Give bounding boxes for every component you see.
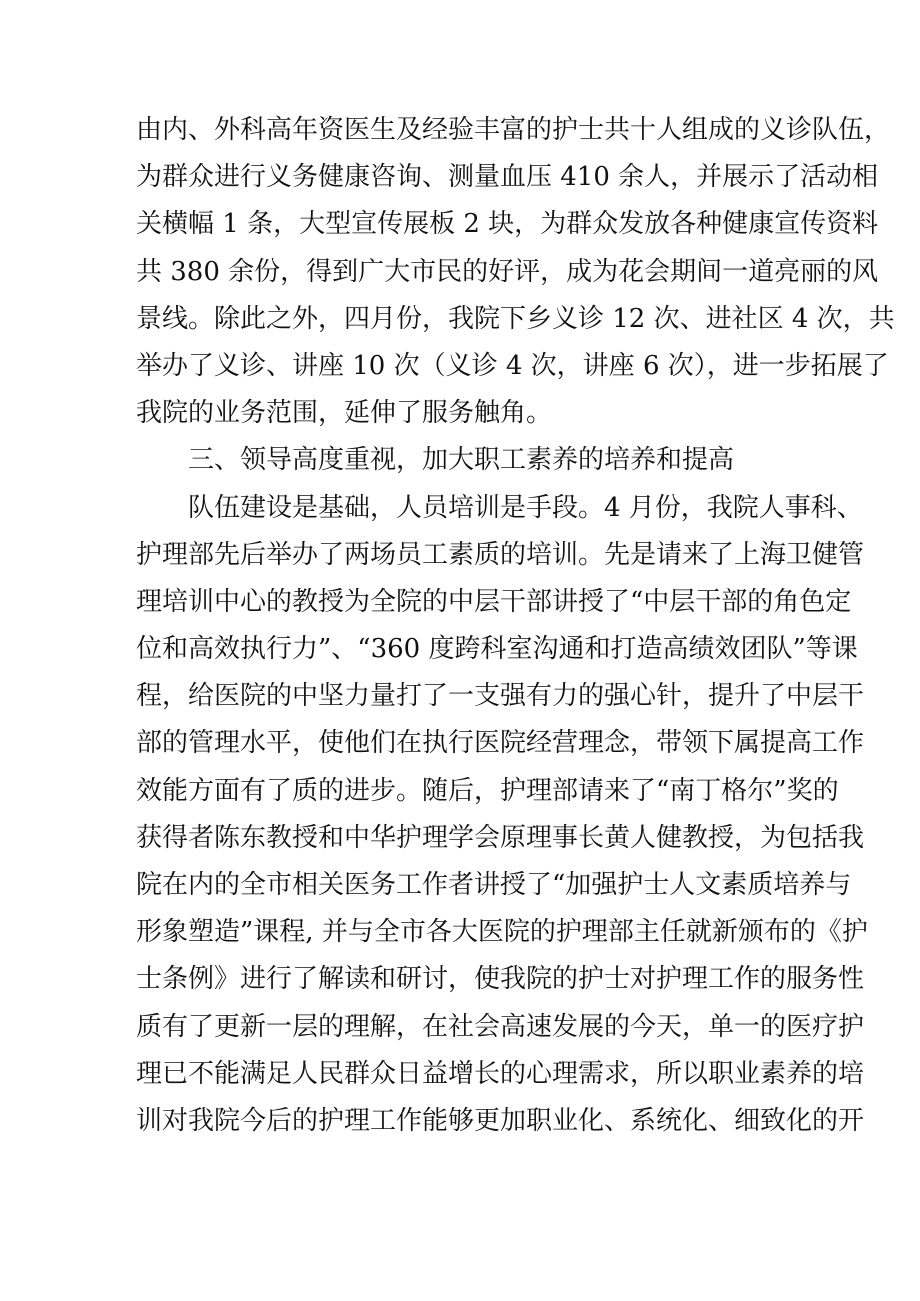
section-heading: 三、领导高度重视，加大职工素养的培养和提高 [188,445,735,476]
paragraph-2-line: 理培训中心的教授为全院的中层干部讲授了“中层干部的角色定 [136,586,852,617]
paragraph-1-line: 景线。除此之外，四月份，我院下乡义诊 12 次、进社区 4 次，共 [136,303,895,334]
paragraph-1-line: 共 380 余份，得到广大市民的好评，成为花会期间一道亮丽的风 [136,256,879,287]
paragraph-2-line: 程，给医院的中坚力量打了一支强有力的强心针，提升了中层干 [136,681,865,712]
paragraph-2-line: 获得者陈东教授和中华护理学会原理事长黄人健教授，为包括我 [136,822,865,853]
paragraph-2-line: 位和高效执行力”、“360 度跨科室沟通和打造高绩效团队”等课 [136,634,858,665]
document-body [136,107,895,1145]
paragraph-1-line: 由内、外科高年资医生及经验丰富的护士共十人组成的义诊队伍， [136,115,891,145]
paragraph-2-line: 士条例》进行了解读和研讨，使我院的护士对护理工作的服务性 [136,964,865,995]
paragraph-1-line: 举办了义诊、讲座 10 次（义诊 4 次，讲座 6 次），进一步拓展了 [136,350,889,381]
paragraph-1-line: 我院的业务范围，延伸了服务触角。 [136,398,553,429]
paragraph-2-line: 效能方面有了质的进步。随后，护理部请来了“南丁格尔”奖的 [136,775,839,806]
paragraph-1-line: 为群众进行义务健康咨询、测量血压 410 余人，并展示了活动相 [136,162,879,193]
paragraph-2-line: 部的管理水平，使他们在执行医院经营理念，带领下属提高工作 [136,728,865,759]
paragraph-2-line: 护理部先后举办了两场员工素质的培训。先是请来了上海卫健管 [136,539,865,570]
paragraph-2-line: 队伍建设是基础，人员培训是手段。4 月份，我院人事科、 [188,492,863,523]
paragraph-2-line: 质有了更新一层的理解，在社会高速发展的今天，单一的医疗护 [136,1011,865,1042]
paragraph-2-line: 理已不能满足人民群众日益增长的心理需求，所以职业素养的培 [136,1058,865,1089]
paragraph-2-line: 院在内的全市相关医务工作者讲授了“加强护士人文素质培养与 [136,870,852,900]
paragraph-2-line: 训对我院今后的护理工作能够更加职业化、系统化、细致化的开 [136,1105,865,1136]
paragraph-2-line: 形象塑造”课程, 并与全市各大医院的护理部主任就新颁布的《护 [136,917,868,948]
paragraph-1-line: 关横幅 1 条，大型宣传展板 2 块，为群众发放各种健康宣传资料 [136,209,879,240]
